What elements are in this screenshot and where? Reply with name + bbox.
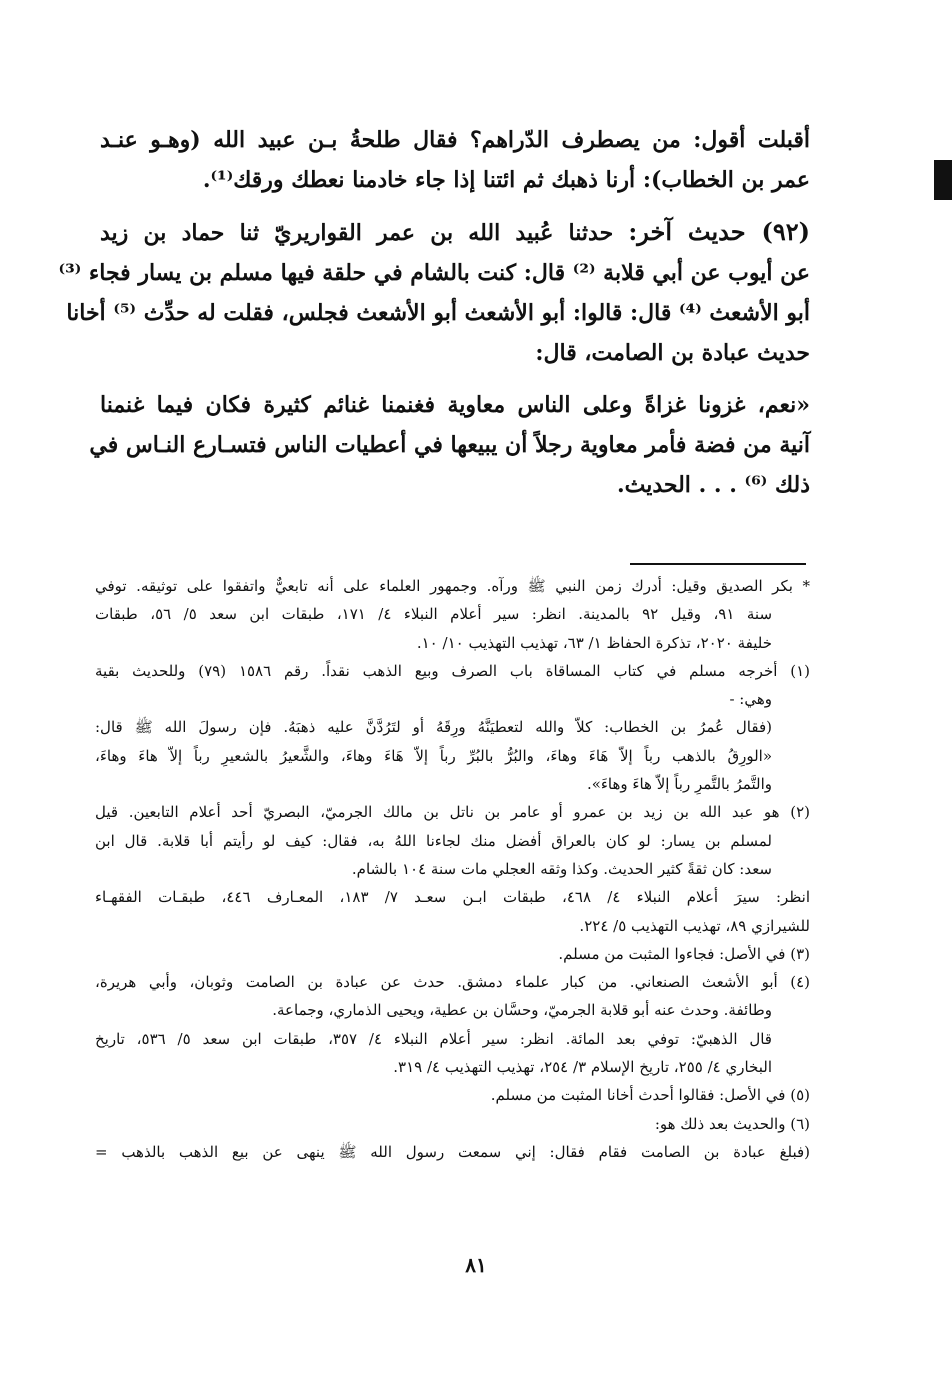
footnote-line: خليفة ٢٠٢٠، تذكرة الحفاظ ١/ ٦٣، تهذيب التهذيب ١٠/ ١٠. <box>416 633 772 652</box>
quote-line: آنية من فضة فأمر معاوية رجلاً أن يبيعها في أعطيات الناس فتسـارع النـاس في <box>89 432 810 458</box>
footnote-divider <box>630 563 806 565</box>
footnote-line: * بكر الصديق وقيل: أدرك زمن النبي ﷺ ورآه. وجمهور العلماء على أنه تابعيٌّ واتفقوا على توثيقه. توفي <box>95 577 810 595</box>
footnote-line: البخاري ٤/ ٢٥٥، تاريخ الإسلام ٣/ ٢٥٤، تهذيب التهذيب ٤/ ٣١٩. <box>393 1058 772 1077</box>
main-text <box>58 120 810 517</box>
footnote-line: (فبلغ عبادة بن الصامت فقام فقال: إني سمعت رسول الله ﷺ ينهى عن بيع الذهب بالذهب = <box>95 1142 810 1161</box>
footnote-line: انظر: سيرَ أعلام النبلاء ٤/ ٤٦٨، طبقات ابـن سعـد ٧/ ١٨٣، المعـارف ٤٤٦، طبقـات الفقهـاء <box>95 888 810 907</box>
hadith-line: عن أيوب عن أبي قلابة ⁽²⁾ قال: كنت بالشام في حلقة فيها مسلم بن يسار فجاء ⁽³⁾ <box>58 260 810 286</box>
hadith-heading: (٩٢) حديث آخر: <box>628 217 810 246</box>
footnote-line: سعد: كان ثقةً كثير الحديث. وكذا وثقه العجلي مات سنة ١٠٤ بالشام. <box>351 859 772 878</box>
text-line: أقبلت أقول: من يصطرف الدّراهم؟ فقال طلحةُ بـن عبيد الله (وهـو عنـد <box>100 127 810 153</box>
footnote-line: والتَّمرُ بالتَّمرِ رباً إلاّ هاءَ وهاءَ». <box>586 775 772 794</box>
paragraph-hadith-92 <box>58 212 810 373</box>
paragraph-quote <box>89 385 810 505</box>
footnote-6: (٦) والحديث بعد ذلك هو: <box>654 1114 810 1133</box>
chapter-edge-marker <box>934 160 952 200</box>
quote-line: ذلك ⁽⁶⁾ . . . الحديث. <box>616 472 810 498</box>
hadith-line: أبو الأشعث ⁽⁴⁾ قال: قالوا: أبو الأشعث أبو الأشعث فجلس، فقلت له حدِّث ⁽⁵⁾ أخانا <box>66 300 810 326</box>
footnote-line: للشيرازي ٨٩، تهذيب التهذيب ٥/ ٢٢٤. <box>579 916 810 935</box>
text-line <box>100 212 810 253</box>
quote-line: «نعم، غزونا غزاةً وعلى الناس معاوية فغنمنا غنائم كثيرة فكان فيما غنمنا <box>100 392 810 418</box>
hadith-line: حدثنا عُبيد الله بن عمر القواريريّ ثنا حماد بن زيد <box>100 220 614 246</box>
footnote-1: (١) أخرجه مسلم في كتاب المساقاة باب الصرف وبيع الذهب نقداً. رقم ١٥٨٦ (٧٩) وللحديث بقية <box>95 661 810 680</box>
footnote-2: (٢) هو عبد الله بن زيد بن عمرو أو عامر بن ناتل بن مالك الجرميّ، البصريّ أحد أعلام التابعين. قيل <box>95 803 810 822</box>
footnote-line: قال الذهبيّ: توفي بعد المائة. انظر: سير أعلام النبلاء ٤/ ٣٥٧، طبقات ابن سعد ٥/ ٥٣٦، تاريخ <box>95 1029 772 1048</box>
footnote-line: وهي: - <box>729 690 772 709</box>
page-number: ٨١ <box>465 1253 487 1277</box>
footnote-line: «الورِقُ بالذهب رباً إلاّ هَاءَ وهاءَ، والبُرُّ بالبُرِّ رباً إلاّ هَاءَ وهاءَ، والشَّعيرُ بالشعيرِ رباً إلاّ هاءَ وهاءَ، <box>95 746 772 765</box>
footnote-line: سنة ٩١، وقيل ٩٢ بالمدينة. انظر: سير أعلام النبلاء ٤/ ١٧١، طبقات ابن سعد ٥/ ٥٦، طبقات <box>95 605 773 624</box>
paragraph-intro <box>100 120 810 200</box>
footnote-3: (٣) في الأصل: فجاءوا المثبت من مسلم. <box>558 944 810 963</box>
footnote-line: لمسلم بن يسار: لو كان بالعراق أفضل منك لجاءنا اللهُ به، فقال: كيف لو رأيتم أبا قلابة. قال ابن <box>95 831 772 850</box>
text-line: عمر بن الخطاب): أرنا ذهبك ثم ائتنا إذا جاء خادمنا نعطك ورقك⁽¹⁾. <box>202 167 810 193</box>
footnote-line: وطائفة. وحدث عنه أبو قلابة الجرميّ، وحسَّان بن عطية، ويحيى الذماري، وجماعة. <box>272 1001 772 1020</box>
footnote-4: (٤) أبو الأشعث الصنعاني. من كبار علماء دمشق. حدث عن عبادة بن الصامت وثوبان، وأبي هريرة، <box>95 973 810 992</box>
footnotes <box>95 572 810 1166</box>
hadith-line: حديث عبادة بن الصامت، قال: <box>535 340 810 366</box>
footnote-5: (٥) في الأصل: فقالوا أحدث أخانا المثبت من مسلم. <box>490 1086 810 1105</box>
footnote-line: (فقال عُمرُ بن الخطاب: كلاّ والله لتعطيَنَّهُ ورِقَهُ أو لتَرُدَّنَّ عليه ذهبَهُ. فإن رسولَ الله ﷺ قال: <box>95 718 772 737</box>
